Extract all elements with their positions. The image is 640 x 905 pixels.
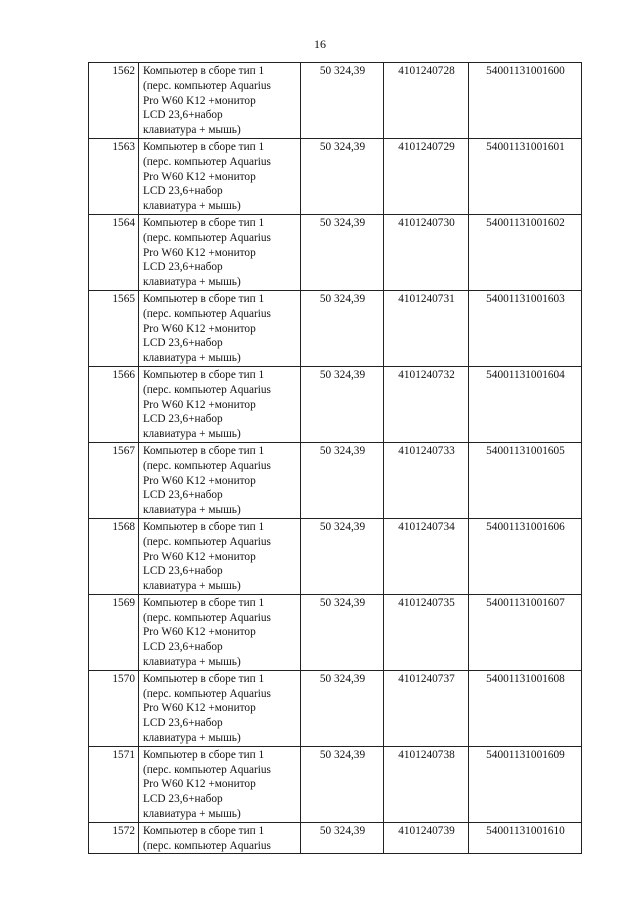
item-name-line: (перс. компьютер Aquarius <box>143 307 271 320</box>
inventory-number-cell: 4101240729 <box>384 138 469 214</box>
row-number-cell: 1564 <box>89 214 139 290</box>
inventory-number-cell: 4101240731 <box>384 290 469 366</box>
item-name-line: клавиатура + мышь) <box>143 352 241 365</box>
table-row <box>89 670 582 746</box>
inventory-number-cell: 4101240734 <box>384 518 469 594</box>
item-name-cell <box>139 670 301 746</box>
item-name-line: клавиатура + мышь) <box>143 580 241 593</box>
item-name-line: (перс. компьютер Aquarius <box>143 459 271 472</box>
item-name-line: клавиатура + мышь) <box>143 504 241 517</box>
inventory-number-cell: 4101240733 <box>384 442 469 518</box>
item-code-cell: 54001131001606 <box>469 518 582 594</box>
item-name-line: Компьютер в сборе тип 1 <box>143 748 265 761</box>
item-name-cell <box>139 746 301 822</box>
item-name-cell <box>139 63 301 139</box>
item-code-cell: 54001131001608 <box>469 670 582 746</box>
item-name-line: Компьютер в сборе тип 1 <box>143 596 265 609</box>
price-cell: 50 324,39 <box>301 594 384 670</box>
row-number-cell: 1565 <box>89 290 139 366</box>
row-number-cell: 1571 <box>89 746 139 822</box>
price-cell: 50 324,39 <box>301 442 384 518</box>
item-name-line: Pro W60 K12 +монитор <box>143 626 256 639</box>
table-row <box>89 290 582 366</box>
item-name-line: Pro W60 K12 +монитор <box>143 778 256 791</box>
item-name-line: LCD 23,6+набор <box>143 109 223 122</box>
inventory-table <box>88 62 582 854</box>
item-name-line: клавиатура + мышь) <box>143 808 241 821</box>
table-row <box>89 63 582 139</box>
row-number-cell: 1562 <box>89 63 139 139</box>
item-name-line: (перс. компьютер Aquarius <box>143 535 271 548</box>
item-name-line: (перс. компьютер Aquarius <box>143 687 271 700</box>
item-code-cell: 54001131001605 <box>469 442 582 518</box>
item-name-cell <box>139 366 301 442</box>
item-name-line: клавиатура + мышь) <box>143 732 241 745</box>
item-code-cell: 54001131001604 <box>469 366 582 442</box>
row-number-cell: 1572 <box>89 822 139 854</box>
item-name-line: LCD 23,6+набор <box>143 793 223 806</box>
item-name-line: (перс. компьютер Aquarius <box>143 383 271 396</box>
item-name-line: Pro W60 K12 +монитор <box>143 474 256 487</box>
item-name-line: Pro W60 K12 +монитор <box>143 550 256 563</box>
inventory-number-cell: 4101240732 <box>384 366 469 442</box>
price-cell: 50 324,39 <box>301 63 384 139</box>
table-row <box>89 214 582 290</box>
item-name-cell <box>139 594 301 670</box>
item-name-line: Компьютер в сборе тип 1 <box>143 672 265 685</box>
item-name-line: Компьютер в сборе тип 1 <box>143 216 265 229</box>
item-name-line: (перс. компьютер Aquarius <box>143 79 271 92</box>
item-name-line: Pro W60 K12 +монитор <box>143 246 256 259</box>
table-row <box>89 366 582 442</box>
row-number-cell: 1566 <box>89 366 139 442</box>
item-name-line: (перс. компьютер Aquarius <box>143 231 271 244</box>
table-row <box>89 138 582 214</box>
item-name-line: Компьютер в сборе тип 1 <box>143 368 265 381</box>
inventory-number-cell: 4101240730 <box>384 214 469 290</box>
inventory-number-cell: 4101240738 <box>384 746 469 822</box>
inventory-number-cell: 4101240735 <box>384 594 469 670</box>
item-name-cell <box>139 214 301 290</box>
inventory-number-cell: 4101240728 <box>384 63 469 139</box>
page-number: 16 <box>314 37 326 51</box>
item-name-line: LCD 23,6+набор <box>143 261 223 274</box>
row-number-cell: 1570 <box>89 670 139 746</box>
item-code-cell: 54001131001610 <box>469 822 582 854</box>
price-cell: 50 324,39 <box>301 290 384 366</box>
item-name-line: Компьютер в сборе тип 1 <box>143 140 265 153</box>
item-code-cell: 54001131001603 <box>469 290 582 366</box>
item-name-line: клавиатура + мышь) <box>143 276 241 289</box>
table-row <box>89 594 582 670</box>
item-name-cell <box>139 518 301 594</box>
item-code-cell: 54001131001602 <box>469 214 582 290</box>
item-name-line: Pro W60 K12 +монитор <box>143 702 256 715</box>
item-name-line: Pro W60 K12 +монитор <box>143 94 256 107</box>
inventory-table-body <box>89 63 582 854</box>
item-name-line: (перс. компьютер Aquarius <box>143 839 271 852</box>
item-code-cell: 54001131001607 <box>469 594 582 670</box>
item-name-line: LCD 23,6+набор <box>143 413 223 426</box>
table-row <box>89 822 582 854</box>
item-name-line: клавиатура + мышь) <box>143 124 241 137</box>
item-name-line: Компьютер в сборе тип 1 <box>143 444 265 457</box>
row-number-cell: 1563 <box>89 138 139 214</box>
item-name-line: (перс. компьютер Aquarius <box>143 611 271 624</box>
item-name-line: клавиатура + мышь) <box>143 428 241 441</box>
inventory-number-cell: 4101240739 <box>384 822 469 854</box>
item-name-cell <box>139 822 301 854</box>
item-name-line: Pro W60 K12 +монитор <box>143 398 256 411</box>
item-name-line: Pro W60 K12 +монитор <box>143 322 256 335</box>
item-name-line: (перс. компьютер Aquarius <box>143 763 271 776</box>
row-number-cell: 1568 <box>89 518 139 594</box>
item-code-cell: 54001131001601 <box>469 138 582 214</box>
item-name-line: LCD 23,6+набор <box>143 337 223 350</box>
table-row <box>89 518 582 594</box>
inventory-number-cell: 4101240737 <box>384 670 469 746</box>
item-name-cell <box>139 138 301 214</box>
item-name-cell <box>139 442 301 518</box>
item-name-line: клавиатура + мышь) <box>143 200 241 213</box>
item-name-line: LCD 23,6+набор <box>143 641 223 654</box>
price-cell: 50 324,39 <box>301 822 384 854</box>
item-name-line: LCD 23,6+набор <box>143 489 223 502</box>
price-cell: 50 324,39 <box>301 138 384 214</box>
item-name-line: (перс. компьютер Aquarius <box>143 155 271 168</box>
price-cell: 50 324,39 <box>301 670 384 746</box>
item-name-line: клавиатура + мышь) <box>143 656 241 669</box>
price-cell: 50 324,39 <box>301 214 384 290</box>
item-name-line: Компьютер в сборе тип 1 <box>143 824 265 837</box>
item-name-line: Pro W60 K12 +монитор <box>143 170 256 183</box>
item-name-line: LCD 23,6+набор <box>143 185 223 198</box>
row-number-cell: 1569 <box>89 594 139 670</box>
row-number-cell: 1567 <box>89 442 139 518</box>
item-code-cell: 54001131001609 <box>469 746 582 822</box>
item-name-line: Компьютер в сборе тип 1 <box>143 520 265 533</box>
table-row <box>89 442 582 518</box>
item-code-cell: 54001131001600 <box>469 63 582 139</box>
item-name-line: Компьютер в сборе тип 1 <box>143 292 265 305</box>
price-cell: 50 324,39 <box>301 366 384 442</box>
price-cell: 50 324,39 <box>301 746 384 822</box>
item-name-line: LCD 23,6+набор <box>143 717 223 730</box>
table-row <box>89 746 582 822</box>
item-name-cell <box>139 290 301 366</box>
item-name-line: LCD 23,6+набор <box>143 565 223 578</box>
price-cell: 50 324,39 <box>301 518 384 594</box>
item-name-line: Компьютер в сборе тип 1 <box>143 65 265 77</box>
